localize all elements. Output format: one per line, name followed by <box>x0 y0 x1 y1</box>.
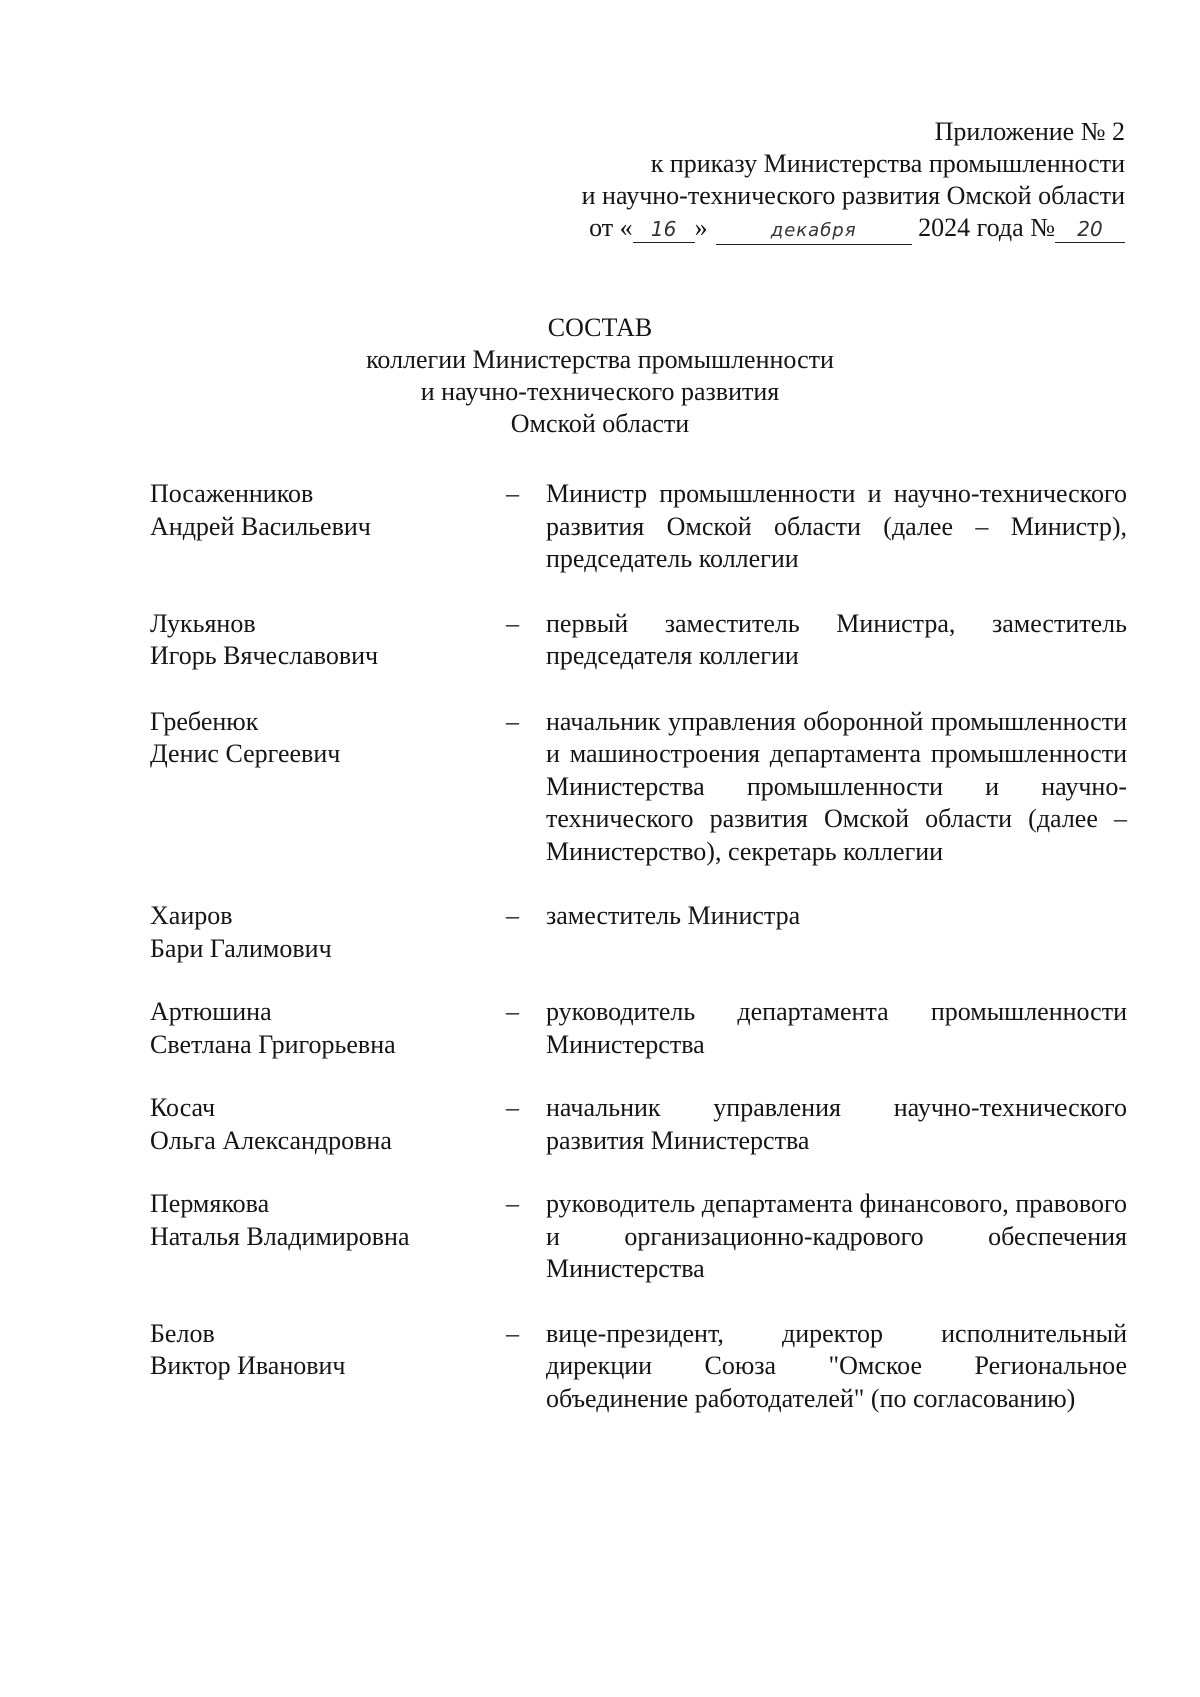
member-role: Министр промышленности и научно-технического развития Омской области (далее – Министр), председатель коллегии <box>546 479 1127 573</box>
member-given-names: Бари Галимович <box>150 933 332 963</box>
member-given-names: Виктор Иванович <box>150 1351 346 1380</box>
annex-ministry-name: и научно-технического развития Омской области <box>581 181 1125 210</box>
member-name <box>150 996 506 1061</box>
members-list <box>150 478 1127 1415</box>
annex-order-ref: к приказу Министерства промышленности <box>650 149 1125 178</box>
member-name <box>150 608 506 673</box>
member-entry <box>150 478 1127 576</box>
member-entry <box>150 608 1127 673</box>
member-entry <box>150 1318 1127 1416</box>
member-surname: Косач <box>150 1093 216 1122</box>
member-dash: – <box>506 706 519 736</box>
title-line-2: и научно-технического развития <box>420 377 780 406</box>
date-prefix: от « <box>589 213 633 242</box>
member-role: начальник управления научно-технического развития Министерства <box>546 1093 1127 1155</box>
date-year-text: 2024 года № <box>918 213 1055 242</box>
handwritten-month: декабря <box>716 218 912 245</box>
member-dash: – <box>506 479 519 508</box>
member-name <box>150 478 506 576</box>
member-role: начальник управления оборонной промышленности и машиностроения департамента промышленности Министерства промышленности и научно-технического развития Омской области (далее – Министерство), секретарь коллегии <box>546 706 1127 866</box>
member-given-names: Андрей Васильевич <box>150 511 371 541</box>
date-mid: » <box>694 213 708 242</box>
member-name <box>150 1318 506 1416</box>
member-given-names: Игорь Вячеславович <box>150 641 379 670</box>
member-surname: Гребенюк <box>150 706 259 736</box>
member-given-names: Ольга Александровна <box>150 1125 392 1155</box>
member-given-names: Денис Сергеевич <box>150 739 341 768</box>
member-role: руководитель департамента промышленности Министерства <box>546 997 1127 1059</box>
member-dash: – <box>506 1318 519 1348</box>
member-surname: Посаженников <box>150 479 314 508</box>
member-name <box>150 1092 506 1157</box>
member-entry <box>150 1092 1127 1157</box>
handwritten-day: 16 <box>633 216 695 243</box>
member-surname: Лукьянов <box>150 608 256 638</box>
member-name <box>150 1188 506 1286</box>
member-given-names: Наталья Владимировна <box>150 1221 410 1251</box>
member-role: руководитель департамента финансового, правового и организационно-кадрового обеспечения Министерства <box>546 1189 1127 1283</box>
document-title <box>0 312 1200 440</box>
member-entry <box>150 1188 1127 1286</box>
member-name <box>150 900 506 965</box>
member-role: заместитель Министра <box>546 901 801 930</box>
member-dash: – <box>506 997 519 1026</box>
member-dash: – <box>506 1093 519 1122</box>
title-line-3: Омской области <box>510 409 690 438</box>
member-dash: – <box>506 1189 519 1218</box>
member-entry <box>150 996 1127 1061</box>
annex-header <box>582 116 1125 245</box>
member-entry <box>150 900 1127 965</box>
member-name <box>150 706 506 869</box>
member-surname: Хаиров <box>150 901 233 930</box>
handwritten-order-number: 20 <box>1055 216 1125 243</box>
annex-number: Приложение № 2 <box>934 117 1125 146</box>
member-given-names: Светлана Григорьевна <box>150 1029 396 1059</box>
title-heading: СОСТАВ <box>547 313 653 342</box>
member-entry <box>150 706 1127 869</box>
annex-date-line <box>582 212 1125 245</box>
member-surname: Пермякова <box>150 1189 270 1218</box>
member-dash: – <box>506 901 519 930</box>
member-dash: – <box>506 608 519 638</box>
member-surname: Артюшина <box>150 997 272 1026</box>
title-line-1: коллегии Министерства промышленности <box>366 345 834 374</box>
member-role: первый заместитель Министра, заместитель председателя коллегии <box>546 608 1127 670</box>
member-role: вице-президент, директор исполнительный дирекции Союза "Омское Региональное объединение работодателей" (по согласованию) <box>546 1318 1127 1413</box>
member-surname: Белов <box>150 1318 215 1348</box>
